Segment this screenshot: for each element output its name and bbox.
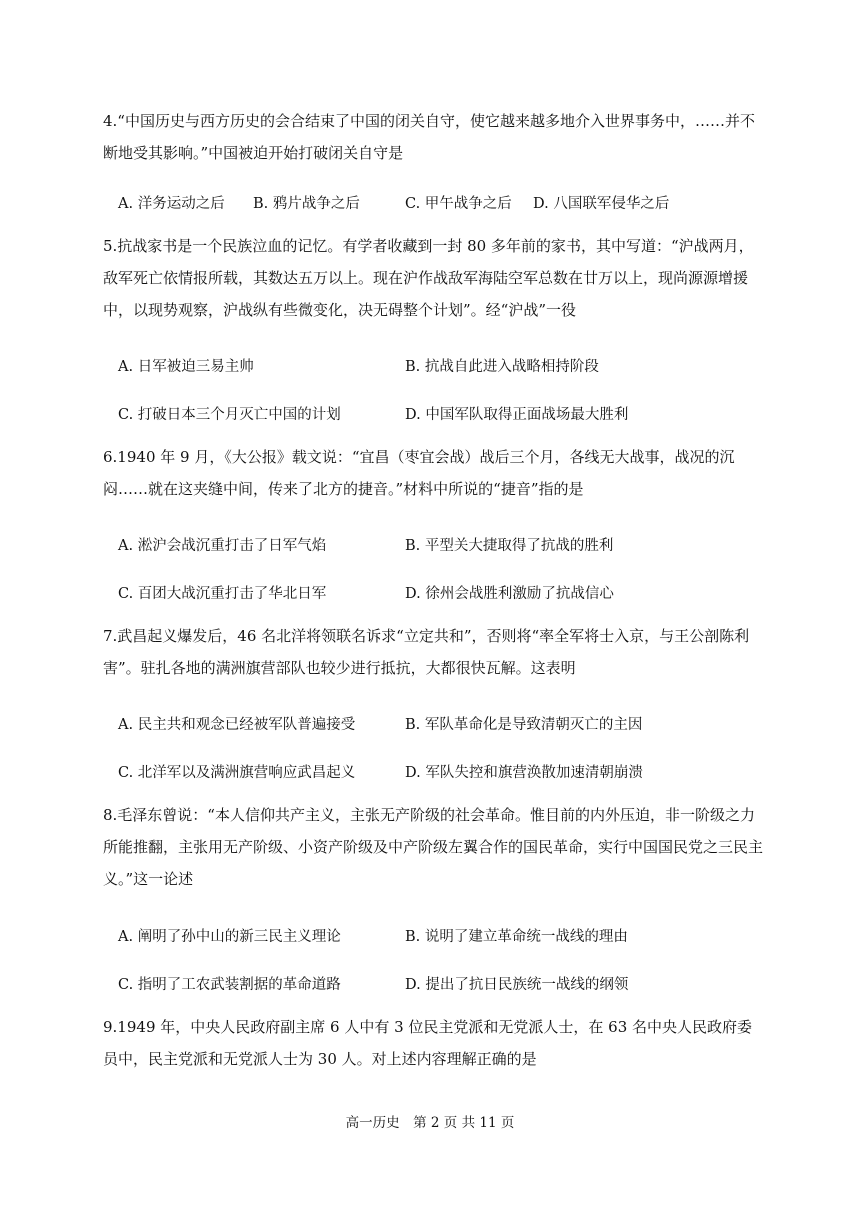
question-6-stem: 6.1940 年 9 月，《大公报》载文说：“宜昌（枣宜会战）战后三个月，各线无大战事，战况的沉闷……就在这夹缝中间，传来了北方的捷音。”材料中所说的“捷音”指的是 bbox=[103, 448, 735, 498]
question-5-option-a: A. 日军被迫三易主帅 bbox=[118, 359, 254, 375]
question-5-option-b: B. 抗战自此进入战略相持阶段 bbox=[405, 359, 599, 375]
question-7-option-d: D. 军队失控和旗营涣散加速清朝崩溃 bbox=[405, 765, 643, 781]
question-7-option-a: A. 民主共和观念已经被军队普遍接受 bbox=[118, 717, 356, 733]
question-4-option-c: C. 甲午战争之后 bbox=[405, 196, 512, 212]
question-4-option-b: B. 鸦片战争之后 bbox=[253, 196, 360, 212]
question-8-option-d: D. 提出了抗日民族统一战线的纲领 bbox=[405, 977, 629, 993]
question-7-option-c: C. 北洋军以及满洲旗营响应武昌起义 bbox=[118, 765, 356, 781]
question-8-stem: 8.毛泽东曾说：“本人信仰共产主义，主张无产阶级的社会革命。惟目前的内外压迫，非一阶级之力所能推翻，主张用无产阶级、小资产阶级及中产阶级左翼合作的国民革命，实行中国国民党之三民主义。”这一论述 bbox=[103, 806, 764, 888]
question-5-option-c: C. 打破日本三个月灭亡中国的计划 bbox=[118, 407, 341, 423]
question-8-option-a: A. 阐明了孙中山的新三民主义理论 bbox=[118, 929, 341, 945]
question-6-option-a: A. 淞沪会战沉重打击了日军气焰 bbox=[118, 538, 327, 554]
question-7-stem: 7.武昌起义爆发后，46 名北洋将领联名诉求“立定共和”，否则将“率全军将士入京，与王公剖陈利害”。驻扎各地的满洲旗营部队也较少进行抵抗，大都很快瓦解。这表明 bbox=[103, 627, 750, 677]
question-8-option-c: C. 指明了工农武装割据的革命道路 bbox=[118, 977, 341, 993]
question-6-option-b: B. 平型关大捷取得了抗战的胜利 bbox=[405, 538, 614, 554]
question-5-option-d: D. 中国军队取得正面战场最大胜利 bbox=[405, 407, 629, 423]
question-5-stem: 5.抗战家书是一个民族泣血的记忆。有学者收藏到一封 80 多年前的家书，其中写道：“沪战两月，敌军死亡依情报所载，其数达五万以上。现在沪作战敌军海陆空军总数在廿万以上，现尚源源增援中，以现势观察，沪战纵有些微变化，决无碍整个计划”。经“沪战”一役 bbox=[103, 237, 754, 319]
question-4-stem: 4.“中国历史与西方历史的会合结束了中国的闭关自守，使它越来越多地介入世界事务中，……并不断地受其影响。”中国被迫开始打破闭关自守是 bbox=[103, 112, 755, 162]
question-4-option-d: D. 八国联军侵华之后 bbox=[533, 196, 670, 212]
question-7-option-b: B. 军队革命化是导致清朝灭亡的主因 bbox=[405, 717, 643, 733]
question-6-option-c: C. 百团大战沉重打击了华北日军 bbox=[118, 586, 327, 602]
question-4-option-a: A. 洋务运动之后 bbox=[118, 196, 225, 212]
question-9-stem: 9.1949 年，中央人民政府副主席 6 人中有 3 位民主党派和无党派人士，在 63 名中央人民政府委员中，民主党派和无党派人士为 30 人。对上述内容理解正确的是 bbox=[103, 1018, 753, 1068]
question-8-option-b: B. 说明了建立革命统一战线的理由 bbox=[405, 929, 628, 945]
page-footer: 高一历史 第 2 页 共 11 页 bbox=[345, 1115, 515, 1131]
question-6-option-d: D. 徐州会战胜利激励了抗战信心 bbox=[405, 586, 614, 602]
